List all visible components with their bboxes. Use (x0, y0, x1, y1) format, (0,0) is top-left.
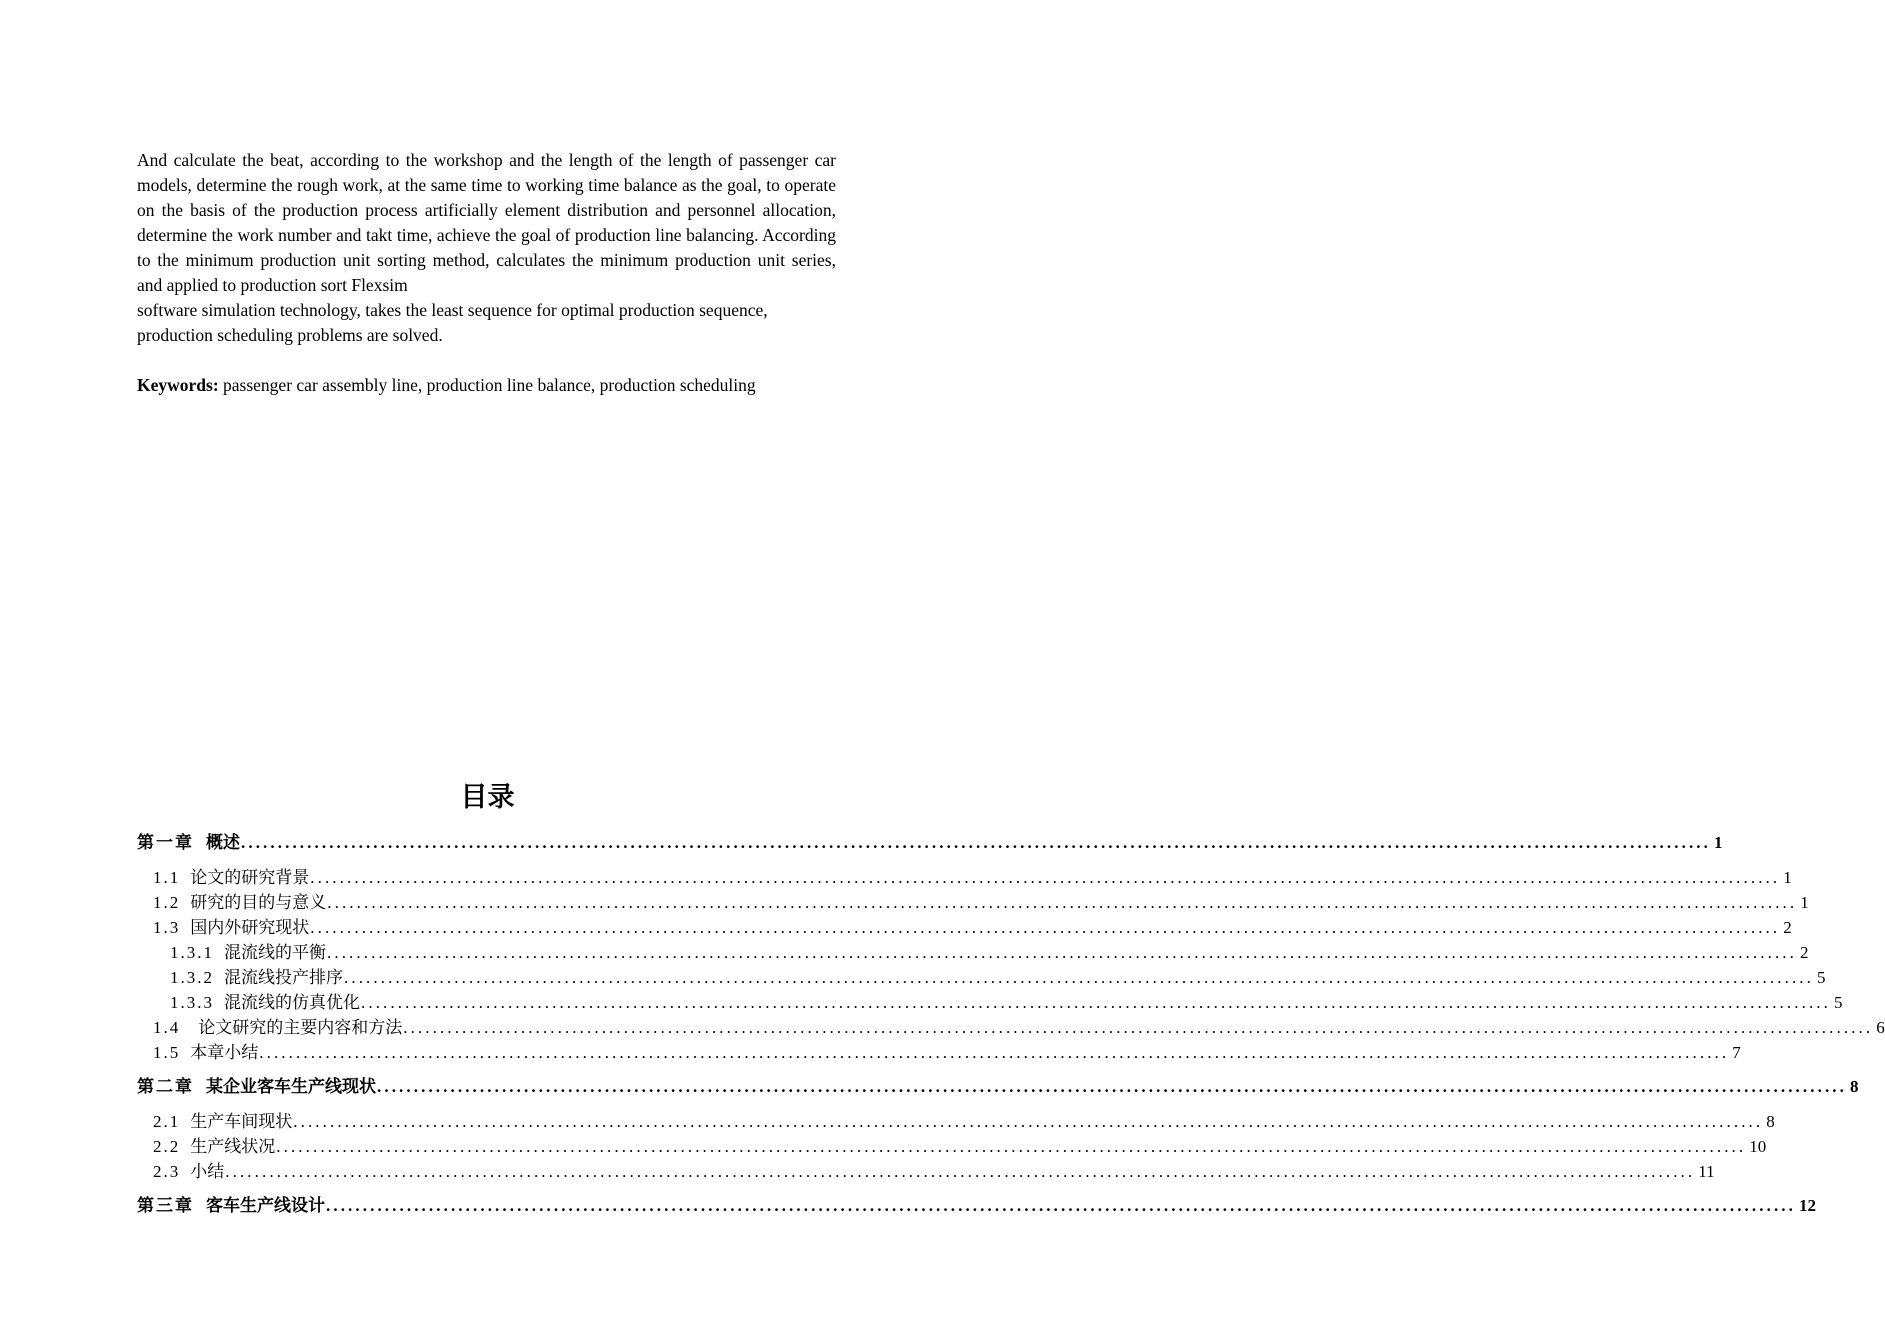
toc-section-entry[interactable] (137, 966, 1826, 990)
toc-entry-title: 客车生产线设计 (206, 1196, 325, 1215)
toc-entry-title: 某企业客车生产线现状 (206, 1077, 376, 1096)
keywords-label: Keywords: (137, 375, 219, 395)
toc-leader-dots: ........................................................................................................................................................................................................ (326, 1196, 1796, 1215)
toc-entry-number: 第一章 (137, 833, 194, 852)
toc-leader-dots: ........................................................................................................................................................................................................ (310, 868, 1781, 887)
toc-leader-dots: ........................................................................................................................................................................................................ (276, 1137, 1747, 1156)
toc-leader-dots: ........................................................................................................................................................................................................ (259, 1043, 1730, 1062)
toc-entry-page: 5 (1817, 968, 1826, 987)
toc-entry-number: 1.3.3 (170, 993, 214, 1012)
toc-entry-page: 5 (1834, 993, 1843, 1012)
toc-entry-page: 1 (1714, 833, 1723, 852)
toc-section-entry[interactable] (137, 1135, 1767, 1159)
toc-chapter-entry[interactable] (137, 1194, 1816, 1218)
toc-entry-number: 1.1 (153, 868, 181, 887)
toc-entry-number: 1.4 (153, 1018, 181, 1037)
abstract-paragraph (137, 148, 836, 348)
toc-entry-page: 8 (1766, 1112, 1775, 1131)
toc-section-entry[interactable] (137, 941, 1809, 965)
toc-entry-page: 2 (1783, 918, 1792, 937)
toc-entry-number: 第三章 (137, 1196, 194, 1215)
toc-entry-page: 12 (1799, 1196, 1816, 1215)
toc-chapter-entry[interactable] (137, 1075, 1859, 1099)
toc-entry-page: 10 (1749, 1137, 1767, 1156)
toc-chapter-entry[interactable] (137, 831, 1723, 855)
toc-leader-dots: ........................................................................................................................................................................................................ (361, 993, 1831, 1012)
toc-entry-title: 国内外研究现状 (190, 918, 310, 937)
toc-section-entry[interactable] (137, 916, 1792, 940)
toc-section-entry[interactable] (137, 1041, 1741, 1065)
toc-entry-page: 6 (1876, 1018, 1885, 1037)
toc-entry-number: 1.3.1 (170, 943, 214, 962)
toc-section-entry[interactable] (137, 866, 1792, 890)
toc-entry-number: 第二章 (137, 1077, 194, 1096)
toc-leader-dots: ........................................................................................................................................................................................................ (327, 943, 1797, 962)
toc-section-entry[interactable] (137, 991, 1843, 1015)
toc-leader-dots: ........................................................................................................................................................................................................ (327, 893, 1798, 912)
toc-entry-title: 混流线的仿真优化 (224, 993, 360, 1012)
toc-leader-dots: ........................................................................................................................................................................................................ (310, 918, 1781, 937)
toc-leader-dots: ........................................................................................................................................................................................................ (403, 1018, 1874, 1037)
toc-entry-title: 概述 (206, 833, 240, 852)
toc-leader-dots: ........................................................................................................................................................................................................ (377, 1077, 1847, 1096)
abstract-line-tail-1: software simulation technology, takes the least sequence for optimal production sequence, (137, 300, 768, 320)
toc-entry-title: 论文研究的主要内容和方法 (198, 1018, 403, 1037)
toc-entry-number: 1.2 (153, 893, 181, 912)
abstract-body: And calculate the beat, according to the workshop and the length of the length of passenger car models, determine the rough work, at the same time to working time balance as the goal, to operate on the basis of the production process artificially element distribution and personnel allocation, determine the work number and takt time, achieve the goal of production line balancing. According to the minimum production unit sorting method, calculates the minimum production unit series, and applied to production sort Flexsim (137, 150, 836, 295)
toc-entry-page: 7 (1732, 1043, 1741, 1062)
toc-entry-number: 1.3 (153, 918, 181, 937)
abstract-line-tail-2: production scheduling problems are solved. (137, 325, 443, 345)
toc-entry-page: 8 (1850, 1077, 1859, 1096)
toc-entry-title: 本章小结 (190, 1043, 259, 1062)
toc-entry-title: 混流线的平衡 (224, 943, 326, 962)
toc-entry-title: 论文的研究背景 (190, 868, 310, 887)
toc-entry-title: 混流线投产排序 (224, 968, 343, 987)
toc-entry-title: 生产车间现状 (190, 1112, 293, 1131)
toc-entry-number: 1.3.2 (170, 968, 214, 987)
toc-entry-number: 2.2 (153, 1137, 181, 1156)
toc-entry-title: 研究的目的与意义 (190, 893, 327, 912)
toc-entry-number: 2.1 (153, 1112, 181, 1131)
toc-entry-number: 1.5 (153, 1043, 181, 1062)
toc-section-entry[interactable] (137, 1016, 1885, 1040)
toc-section-entry[interactable] (137, 1110, 1775, 1134)
toc-title: 目录 (460, 782, 515, 813)
toc-leader-dots: ........................................................................................................................................................................................................ (241, 833, 1711, 852)
toc-entry-page: 11 (1698, 1162, 1715, 1181)
toc-entry-title: 小结 (190, 1162, 225, 1181)
keywords-text: passenger car assembly line, production line balance, production scheduling (223, 375, 756, 395)
keywords-line (137, 373, 836, 398)
toc-entry-number: 2.3 (153, 1162, 181, 1181)
toc-entry-page: 1 (1800, 893, 1809, 912)
toc-leader-dots: ........................................................................................................................................................................................................ (344, 968, 1814, 987)
toc-leader-dots: ........................................................................................................................................................................................................ (225, 1162, 1696, 1181)
toc-section-entry[interactable] (137, 1160, 1715, 1184)
toc-section-entry[interactable] (137, 891, 1809, 915)
toc-entry-title: 生产线状况 (190, 1137, 276, 1156)
toc-entry-page: 2 (1800, 943, 1809, 962)
toc-entry-page: 1 (1783, 868, 1792, 887)
toc-leader-dots: ........................................................................................................................................................................................................ (293, 1112, 1764, 1131)
